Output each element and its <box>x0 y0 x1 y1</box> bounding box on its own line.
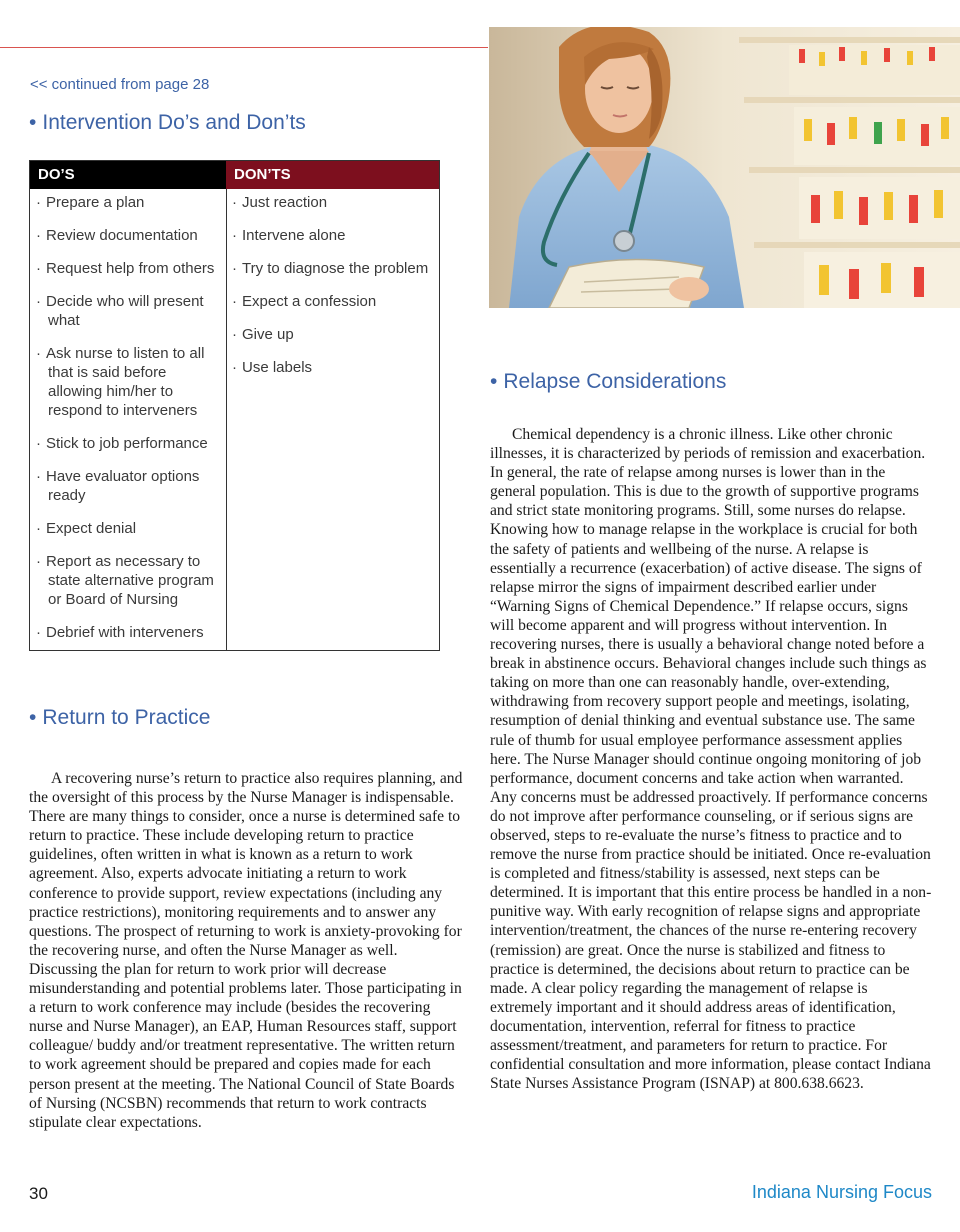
donts-list-item: · Intervene alone <box>232 226 433 245</box>
dos-list <box>30 189 226 642</box>
donts-list-item: · Expect a confession <box>232 292 433 311</box>
dos-list-item: · Report as necessary to state alternative program or Board of Nursing <box>36 552 220 609</box>
donts-list-item: · Try to diagnose the problem <box>232 259 433 278</box>
dos-header: DO’S <box>30 161 226 189</box>
dos-list-item: · Expect denial <box>36 519 220 538</box>
dos-column <box>30 161 227 650</box>
return-heading: • Return to Practice <box>29 706 211 729</box>
return-paragraph: A recovering nurse’s return to practice also requires planning, and the oversight of this process by the Nurse Manager is indispensable. There are many things to consider, once a nurse is determined safe to return to practice. These include developing return to practice guidelines, often written in what is known as a return to work agreement. Also, experts advocate initiating a return to work conference to provide support, review expectations (including any practice restrictions), monitoring requirements and to answer any questions. The prospect of returning to work is anxiety-provoking for the recovering nurse, and often the Nurse Manager as well. Discussing the plan for return to work prior will decrease misunderstanding and potential problems later. Those participating in a return to work conference may include (besides the recovering nurse and Nurse Manager), an EAP, Human Resources staff, support colleague/ buddy and/or treatment representative. The written return to work agreement should be prepared and copies made for each person present at the meeting. The National Council of State Boards of Nursing (NCSBN) recommends that return to work contracts stipulate clear expectations. <box>29 770 463 1131</box>
dos-list-item: · Ask nurse to listen to all that is said before allowing him/her to respond to interveners <box>36 344 220 420</box>
donts-list-item: · Give up <box>232 325 433 344</box>
dos-list-item: · Prepare a plan <box>36 193 220 212</box>
bullet-icon: • <box>29 706 37 729</box>
page-number: 30 <box>29 1184 48 1203</box>
nurse-photo <box>489 27 960 308</box>
bullet-icon: • <box>29 111 37 134</box>
donts-list-item: · Use labels <box>232 358 433 377</box>
relapse-body <box>490 425 932 1093</box>
dos-list-item: · Request help from others <box>36 259 220 278</box>
intervention-heading: • Intervention Do’s and Don’ts <box>29 111 306 134</box>
dos-list-item: · Decide who will present what <box>36 292 220 330</box>
dos-donts-table <box>29 160 440 651</box>
dos-list-item: · Have evaluator options ready <box>36 467 220 505</box>
dos-list-item: · Stick to job performance <box>36 434 220 453</box>
relapse-heading: • Relapse Considerations <box>490 370 727 393</box>
publication-name: Indiana Nursing Focus <box>751 1182 932 1202</box>
donts-list <box>226 189 439 377</box>
continued-note: << continued from page 28 <box>30 76 210 93</box>
donts-column <box>226 161 439 650</box>
relapse-paragraph: Chemical dependency is a chronic illness. Like other chronic illnesses, it is characterized by periods of remission and exacerbation. In general, the rate of relapse among nurses is lower than in the general population. This is due to the growth of supportive programs and strict state monitoring programs. Still, some nurses do relapse. Knowing how to manage relapse in the workplace is crucial for both the safety of patients and wellbeing of the nurse. A relapse is essentially a recurrence (exacerbation) of active disease. The signs of relapse mirror the signs of impairment described earlier under “Warning Signs of Chemical Dependence.” If relapse occurs, signs will become apparent and will progress without intervention. In recovering nurses, there is usually a behavioral change noted before a break in abstinence occurs. Behavioral changes include such things as taking on more than one can reasonably handle, over-extending, withdrawing from recovery support people and meetings, isolating, resumption of denial thinking and eventual substance use. The same rule of thumb for usual employee performance assessment applies here. The Nurse Manager should continue ongoing monitoring of job performance, document concerns and take action when warranted. Any concerns must be addressed proactively. If performance concerns do not improve after performance counseling, or if serious signs are observed, steps to re-evaluate the nurse’s fitness to practice and to remove the nurse from practice should be initiated. Once re-evaluation is completed and fitness/stability is assessed, next steps can be determined. It is important that this entire process be handled in a non-punitive way. With early recognition of relapse signs and appropriate intervention/treatment, the chances of the nurse re-entering recovery (remission) are great. Once the nurse is stabilized and fitness to practice is determined, the decisions about return to practice can be made. A clear policy regarding the management of relapse is extremely important and it should address areas of identification, documentation, intervention, referral for fitness to practice assessment/treatment, and parameters for return to practice. For confidential consultation and more information, please contact Indiana State Nurses Assistance Program (ISNAP) at 800.638.6623. <box>490 426 932 1093</box>
nurse-illustration-icon <box>489 27 960 308</box>
donts-header: DON’TS <box>226 161 439 189</box>
dos-list-item: · Debrief with interveners <box>36 623 220 642</box>
donts-list-item: · Just reaction <box>232 193 433 212</box>
bullet-icon: • <box>490 370 498 393</box>
return-body <box>29 769 465 1132</box>
dos-list-item: · Review documentation <box>36 226 220 245</box>
top-rule <box>0 47 488 48</box>
